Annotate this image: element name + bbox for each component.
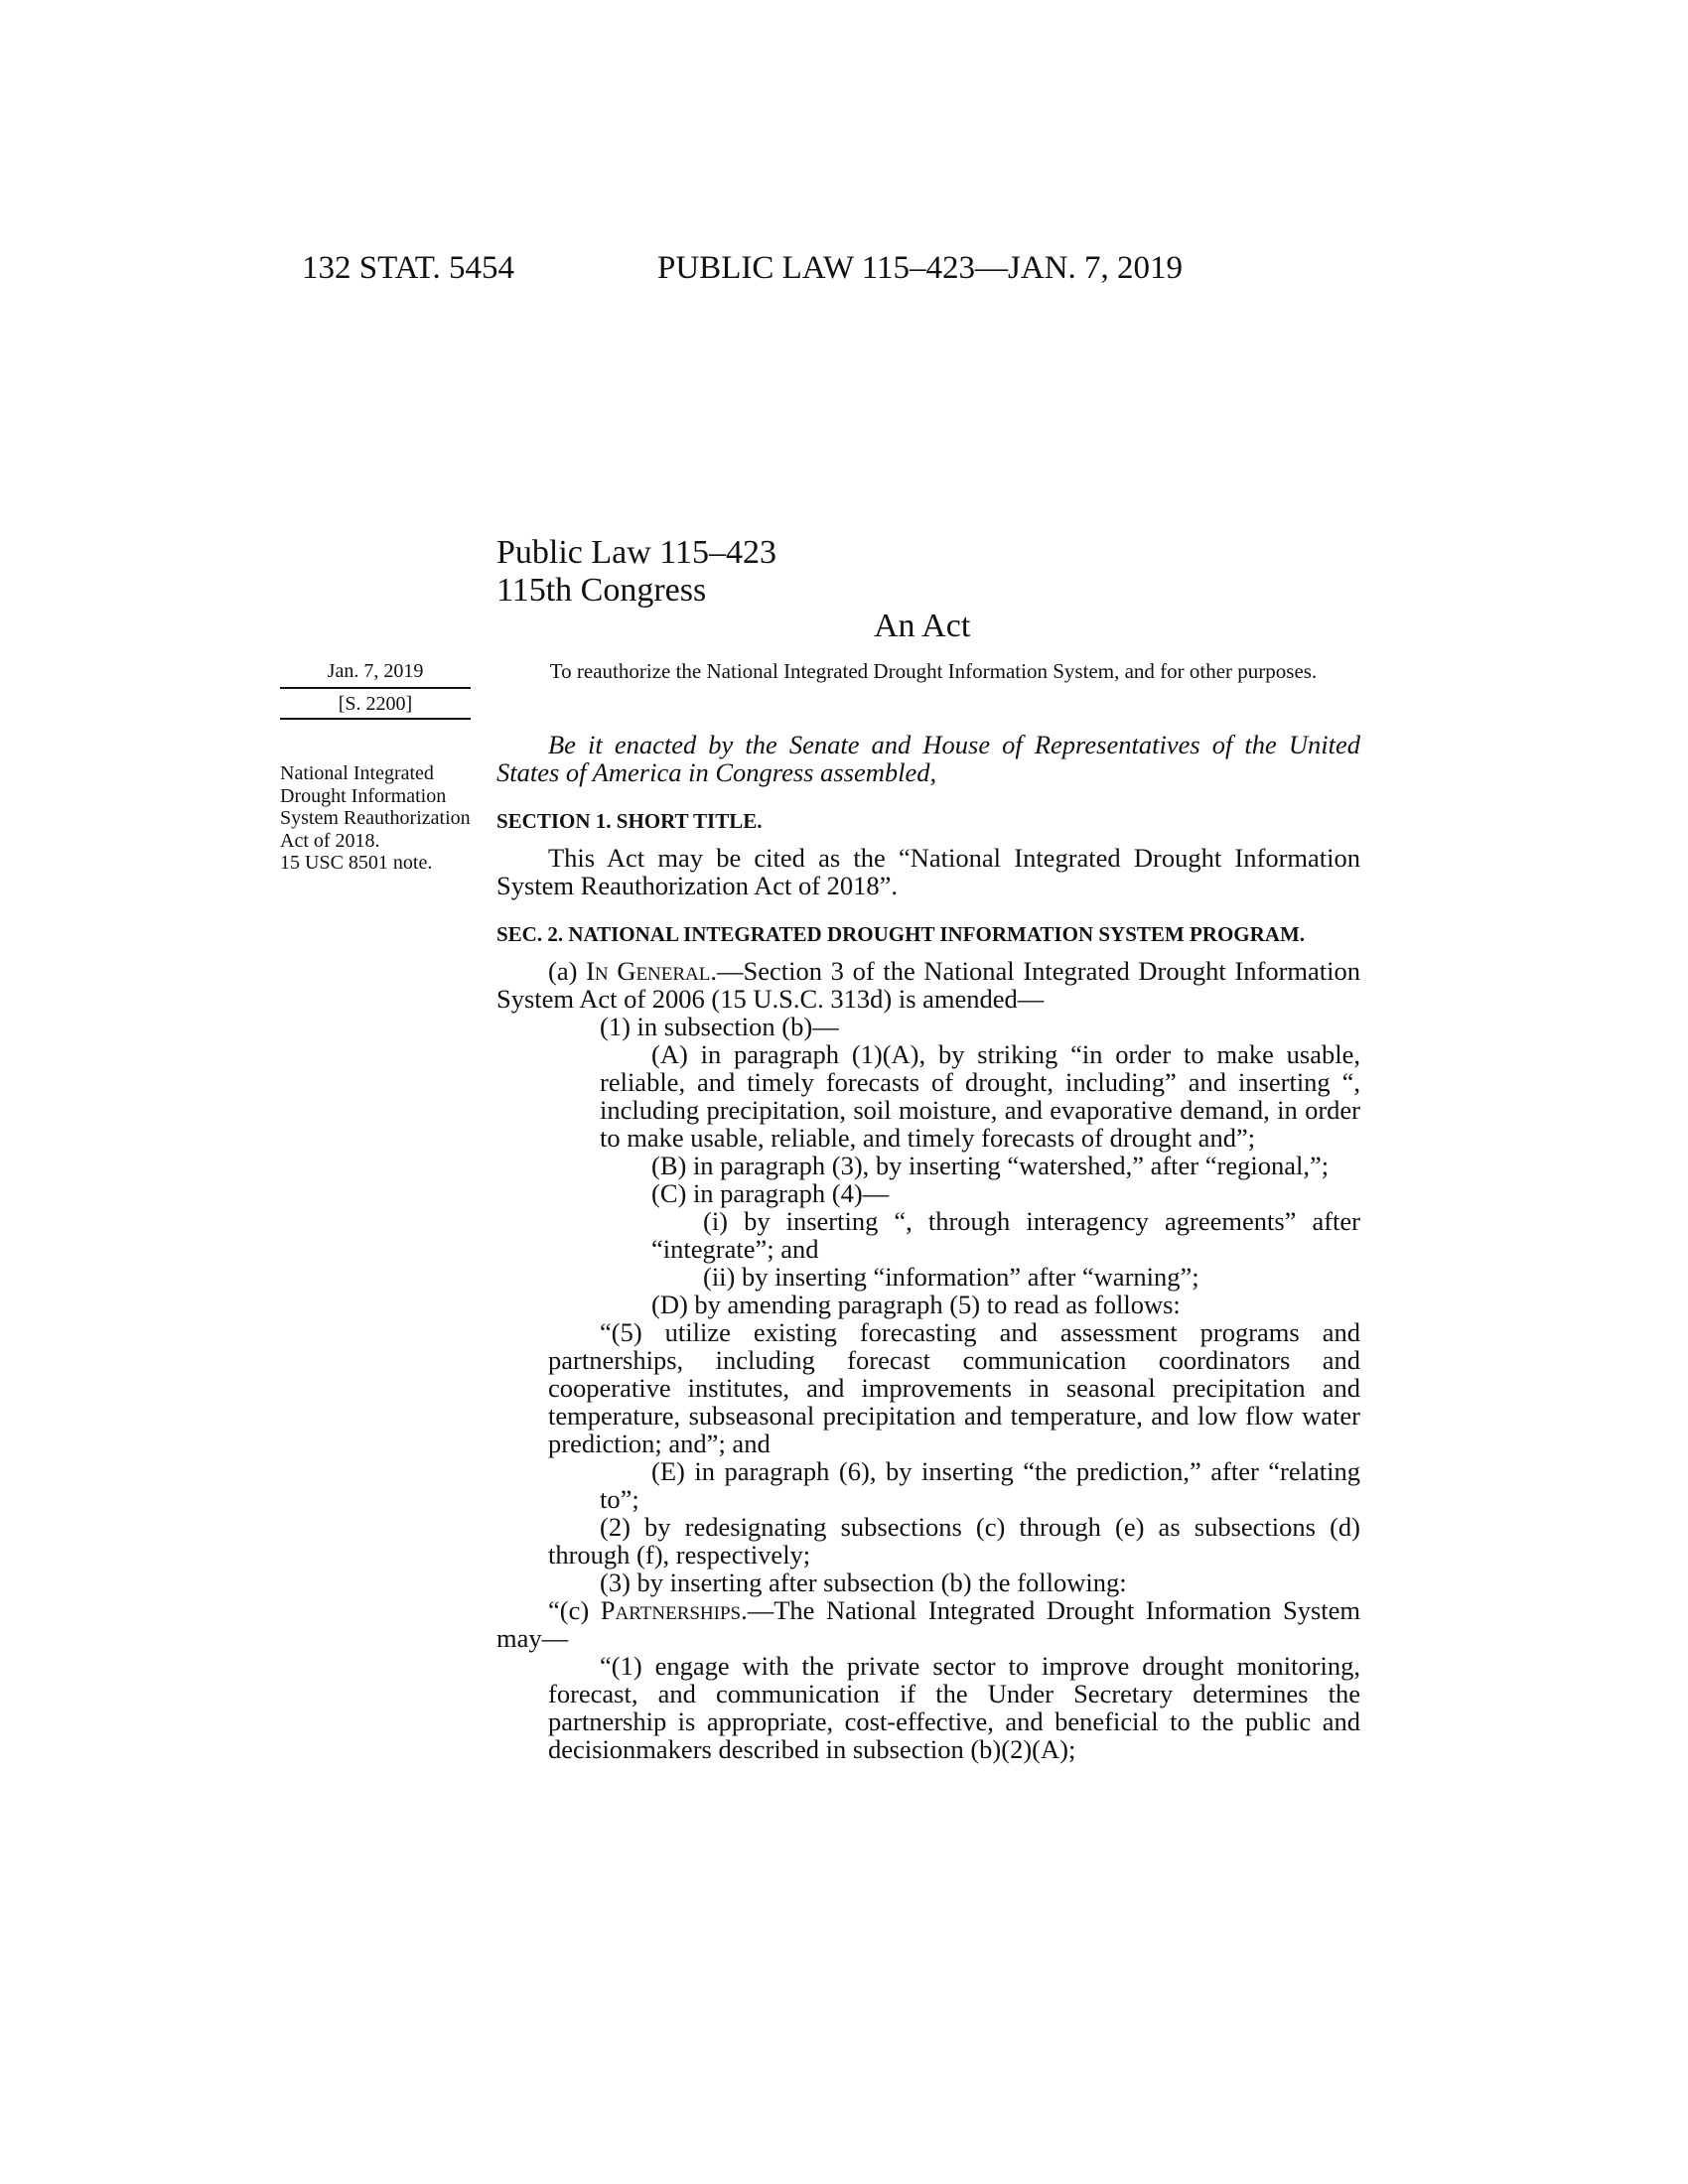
quoted-subsection-c — [496, 1596, 1360, 1652]
enacting-clause: Be it enacted by the Senate and House of Representatives of the United States of America in Congress assembled, — [496, 730, 1360, 787]
subsection-c-caption: Partnerships — [600, 1595, 742, 1625]
bill-number: [S. 2200] — [280, 693, 471, 720]
enactment-date: Jan. 7, 2019 — [327, 660, 424, 682]
subparagraph-a: (A) in paragraph (1)(A), by striking “in order to make usable, reliable, and timely forecasts of drought, including” and inserting “, including precipitation, soil moisture, and evaporative demand, in order to make usable, reliable, and timely forecasts of drought and”; — [600, 1039, 1360, 1153]
short-title-margin-note: National Integrated Drought Information System Reauthorization Act of 2018. — [280, 762, 471, 852]
quoted-paragraph-5: “(5) utilize existing forecasting and assessment programs and partnerships, including forecast communication coordinators and cooperative institutes, and improvements in seasonal precipitation and temperature, subseasonal precipitation and temperature, and low flow water prediction; and”; and — [548, 1317, 1360, 1458]
subsection-c-label: “(c) — [548, 1595, 601, 1625]
clause-ii: (ii) by inserting “information” after “warning”; — [703, 1262, 1199, 1292]
paragraph-1: (1) in subsection (b)— — [600, 1012, 839, 1041]
subparagraph-e: (E) in paragraph (6), by inserting “the prediction,” after “relating to”; — [600, 1456, 1360, 1514]
subsection-c-text: .—The National Integrated Drought Information System may— — [496, 1595, 1360, 1653]
subparagraph-b: (B) in paragraph (3), by inserting “watershed,” after “regional,”; — [651, 1151, 1330, 1180]
public-law-number: Public Law 115–423 — [496, 534, 777, 571]
paragraph-2: (2) by redesignating subsections (c) through (e) as subsections (d) through (f), respectively; — [548, 1512, 1360, 1570]
clause-i: (i) by inserting “, through interagency agreements” after “integrate”; and — [651, 1206, 1360, 1264]
quoted-paragraph-c1: “(1) engage with the private sector to improve drought monitoring, forecast, and communication if the Under Secretary determines the partnership is appropriate, cost-effective, and beneficial to the public and decisionmakers described in subsection (b)(2)(A); — [548, 1651, 1360, 1764]
title-block — [496, 534, 776, 610]
margin-rule — [280, 687, 471, 689]
running-title: PUBLIC LAW 115–423—JAN. 7, 2019 — [657, 250, 1184, 286]
usc-margin-note: 15 USC 8501 note. — [280, 852, 433, 874]
section-2-heading: SEC. 2. NATIONAL INTEGRATED DROUGHT INFORMATION SYSTEM PROGRAM. — [496, 922, 1306, 946]
subsection-a — [496, 957, 1360, 1013]
paragraph-3: (3) by inserting after subsection (b) the following: — [600, 1568, 1127, 1597]
subparagraph-d: (D) by amending paragraph (5) to read as follows: — [651, 1290, 1181, 1319]
an-act-heading: An Act — [874, 608, 971, 644]
statute-body — [496, 731, 1360, 1763]
section-1-text: This Act may be cited as the “National Integrated Drought Information System Reauthorization Act of 2018”. — [496, 843, 1360, 900]
subsection-a-text: .—Section 3 of the National Integrated Drought Information System Act of 2006 (15 U.S.C. 313d) is amended— — [496, 956, 1360, 1014]
subsection-a-label: (a) — [548, 956, 587, 986]
section-1-heading: SECTION 1. SHORT TITLE. — [496, 809, 763, 833]
subsection-a-caption: In General — [586, 956, 711, 986]
purpose-statement: To reauthorize the National Integrated Drought Information System, and for other purposes. — [549, 659, 1318, 683]
margin-note — [280, 762, 479, 875]
subparagraph-c: (C) in paragraph (4)— — [651, 1178, 890, 1208]
stat-page-number: 132 STAT. 5454 — [302, 250, 515, 286]
congress-number: 115th Congress — [496, 572, 707, 609]
margin-date-block — [280, 660, 471, 720]
